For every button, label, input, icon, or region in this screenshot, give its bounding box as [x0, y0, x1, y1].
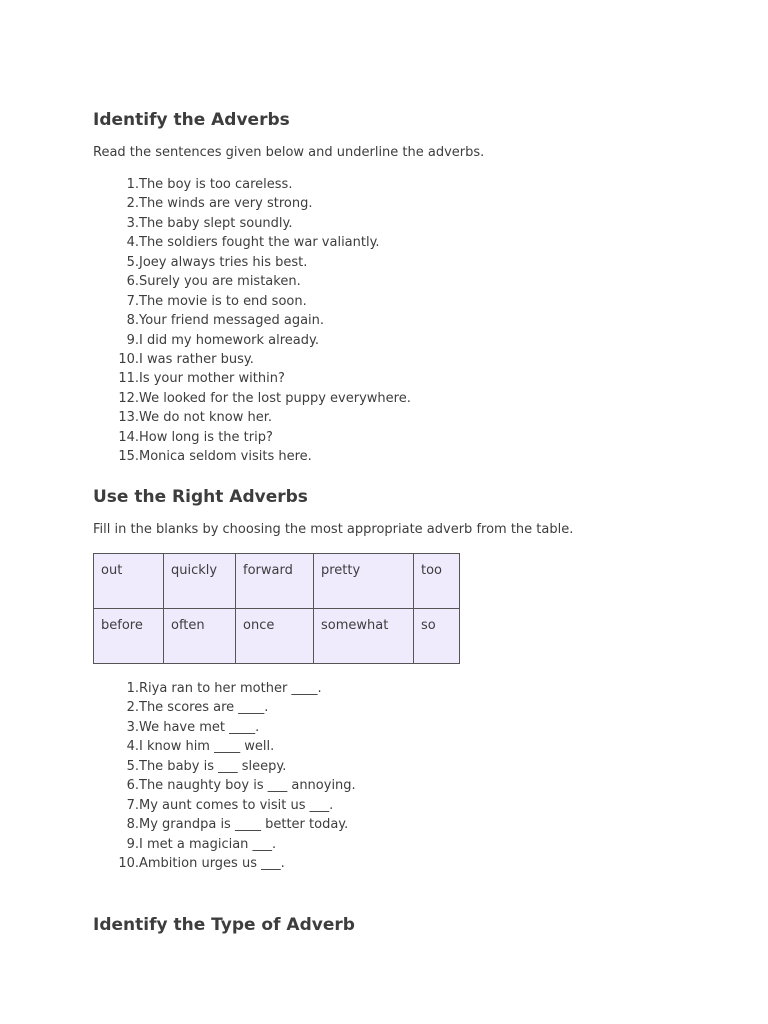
table-cell: often	[164, 609, 236, 664]
table-cell: out	[94, 554, 164, 609]
table-cell: pretty	[314, 554, 414, 609]
list-item: 1.Riya ran to her mother ____.	[126, 681, 322, 696]
section-intro-right-adverbs: Fill in the blanks by choosing the most appropriate adverb from the table.	[93, 522, 574, 537]
list-item: 10.I was rather busy.	[118, 351, 254, 367]
list-item: 13.We do not know her.	[118, 410, 272, 426]
table-row	[94, 609, 460, 664]
list-item: 12.We looked for the lost puppy everywhere.	[118, 390, 411, 406]
table-cell: before	[94, 609, 164, 664]
table-cell: too	[414, 554, 460, 609]
list-item: 5.The baby is ___ sleepy.	[126, 758, 287, 774]
section-intro-identify-adverbs: Read the sentences given below and underline the adverbs.	[93, 145, 485, 160]
table-cell: forward	[236, 554, 314, 609]
list-item: 3.The baby slept soundly.	[126, 215, 293, 231]
list-item: 2.The scores are ____.	[126, 700, 269, 716]
list-item: 6.Surely you are mistaken.	[126, 274, 301, 290]
list-item: 10.Ambition urges us ___.	[118, 855, 285, 871]
list-item: 4.The soldiers fought the war valiantly.	[126, 235, 380, 251]
list-item: 7.My aunt comes to visit us ___.	[126, 797, 334, 813]
table-cell: so	[414, 609, 460, 664]
section-title-right-adverbs: Use the Right Adverbs	[93, 487, 308, 507]
list-item: 7.The movie is to end soon.	[126, 293, 307, 309]
list-item: 11.Is your mother within?	[118, 371, 285, 387]
list-item: 4.I know him ____ well.	[126, 739, 275, 755]
list-item: 8.My grandpa is ____ better today.	[126, 817, 349, 833]
list-item: 5.Joey always tries his best.	[126, 254, 308, 270]
list-item: 9.I met a magician ___.	[126, 836, 277, 852]
list-item: 6.The naughty boy is ___ annoying.	[126, 778, 356, 794]
list-item: 8.Your friend messaged again.	[126, 313, 325, 329]
section-title-adverb-type: Identify the Type of Adverb	[93, 915, 355, 935]
section-title-identify-adverbs: Identify the Adverbs	[93, 110, 290, 130]
list-item: 15.Monica seldom visits here.	[118, 449, 312, 465]
sentence-list-identify-adverbs	[93, 175, 411, 467]
list-item: 1.The boy is too careless.	[126, 177, 293, 192]
table-row	[94, 554, 460, 609]
sentence-list-right-adverbs	[93, 679, 356, 873]
list-item: 2.The winds are very strong.	[126, 196, 313, 212]
list-item: 14.How long is the trip?	[118, 429, 273, 445]
list-item: 9.I did my homework already.	[126, 332, 319, 348]
list-item: 3.We have met ____.	[126, 719, 260, 735]
table-cell: once	[236, 609, 314, 664]
table-cell: quickly	[164, 554, 236, 609]
adverb-word-table	[93, 553, 460, 664]
table-cell: somewhat	[314, 609, 414, 664]
